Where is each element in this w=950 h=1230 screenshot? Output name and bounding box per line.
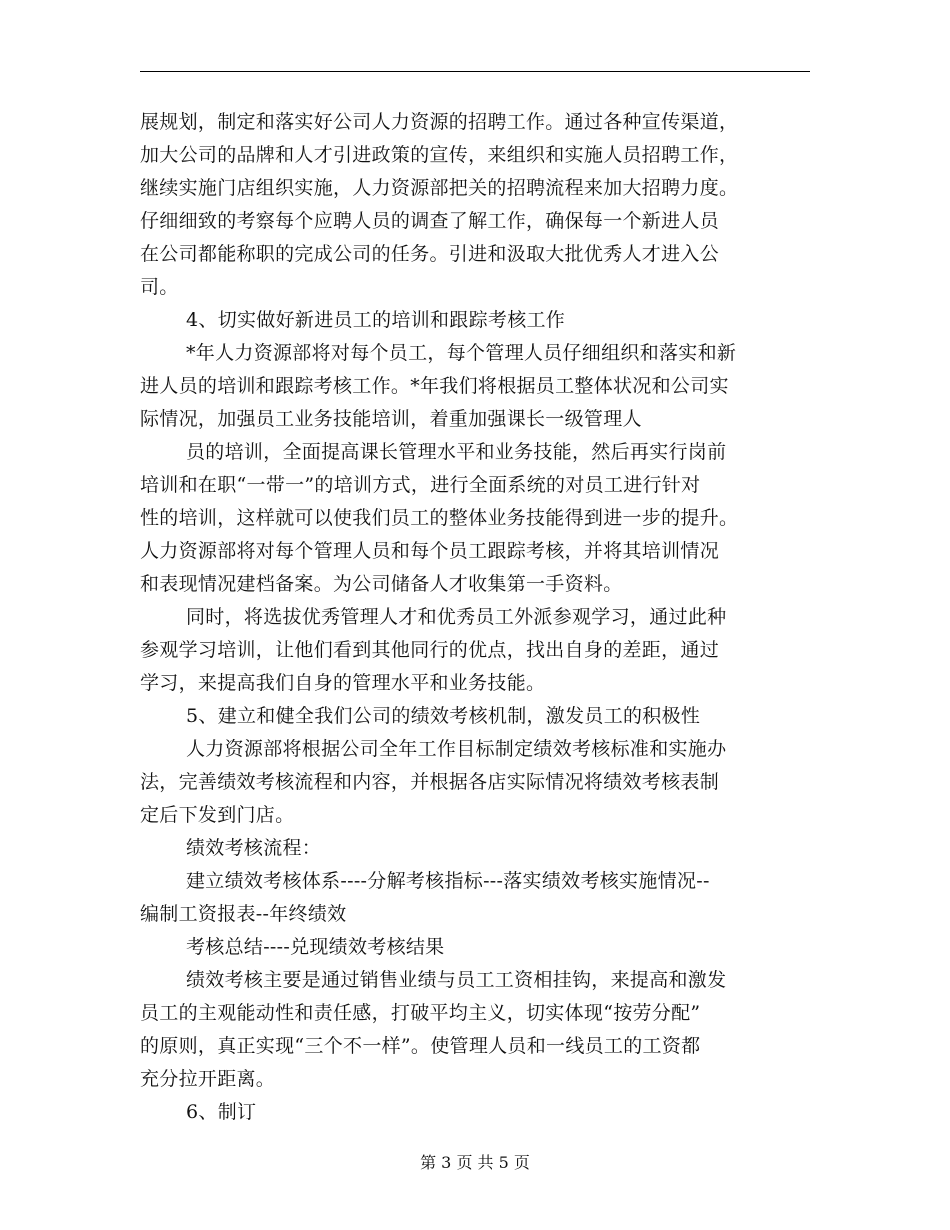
section-heading: 5、建立和健全我们公司的绩效考核机制，激发员工的积极性 [186, 705, 701, 727]
text-line: 展规划，制定和落实好公司人力资源的招聘工作。通过各种宣传渠道， [140, 111, 739, 133]
text-line: 的原则，真正实现“三个不一样”。使管理人员和一线员工的工资都 [140, 1035, 701, 1057]
text-line: 员的培训，全面提高课长管理水平和业务技能，然后再实行岗前 [186, 441, 727, 463]
text-line: 学习，来提高我们自身的管理水平和业务技能。 [140, 672, 546, 694]
text-line: 员工的主观能动性和责任感，打破平均主义，切实体现“按劳分配” [140, 1002, 701, 1024]
text-line: 绩效考核主要是通过销售业绩与员工工资相挂钩，来提高和激发 [186, 969, 727, 991]
text-line: 和表现情况建档备案。为公司储备人才收集第一手资料。 [140, 573, 623, 595]
text-line: *年人力资源部将对每个员工，每个管理人员仔细组织和落实和新 [186, 342, 737, 364]
text-line: 人力资源部将对每个管理人员和每个员工跟踪考核，并将其培训情况 [140, 540, 720, 562]
text-line: 在公司都能称职的完成公司的任务。引进和汲取大批优秀人才进入公 [140, 243, 720, 265]
text-line: 培训和在职“一带一”的培训方式，进行全面系统的对员工进行针对 [140, 474, 701, 496]
text-line: 仔细细致的考察每个应聘人员的调查了解工作，确保每一个新进人员 [140, 210, 720, 232]
page-footer: 第 3 页 共 5 页 [420, 1153, 530, 1172]
text-line: 继续实施门店组织实施，人力资源部把关的招聘流程来加大招聘力度。 [140, 177, 739, 199]
text-line: 绩效考核流程： [186, 837, 322, 859]
text-line: 定后下发到门店。 [140, 804, 295, 826]
text-line: 编制工资报表--年终绩效 [140, 903, 347, 925]
text-line: 法，完善绩效考核流程和内容，并根据各店实际情况将绩效考核表制 [140, 771, 720, 793]
section-heading: 6、制订 [186, 1101, 257, 1123]
text-line: 进人员的培训和跟踪考核工作。*年我们将根据员工整体状况和公司实 [140, 375, 729, 397]
text-line: 同时，将选拔优秀管理人才和优秀员工外派参观学习，通过此种 [186, 606, 727, 628]
text-line: 建立绩效考核体系----分解考核指标---落实绩效考核实施情况-- [186, 870, 710, 892]
text-line: 性的培训，这样就可以使我们员工的整体业务技能得到进一步的提升。 [140, 507, 739, 529]
text-line: 考核总结----兑现绩效考核结果 [186, 936, 445, 958]
text-line: 充分拉开距离。 [140, 1068, 276, 1090]
section-heading: 4、切实做好新进员工的培训和跟踪考核工作 [186, 309, 566, 331]
header-rule [140, 71, 810, 72]
text-line: 人力资源部将根据公司全年工作目标制定绩效考核标准和实施办 [186, 738, 727, 760]
text-line: 加大公司的品牌和人才引进政策的宣传，来组织和实施人员招聘工作， [140, 144, 739, 166]
text-line: 际情况，加强员工业务技能培训，着重加强课长一级管理人 [140, 408, 642, 430]
text-line: 司。 [140, 276, 179, 298]
text-line: 参观学习培训，让他们看到其他同行的优点，找出自身的差距，通过 [140, 639, 720, 661]
